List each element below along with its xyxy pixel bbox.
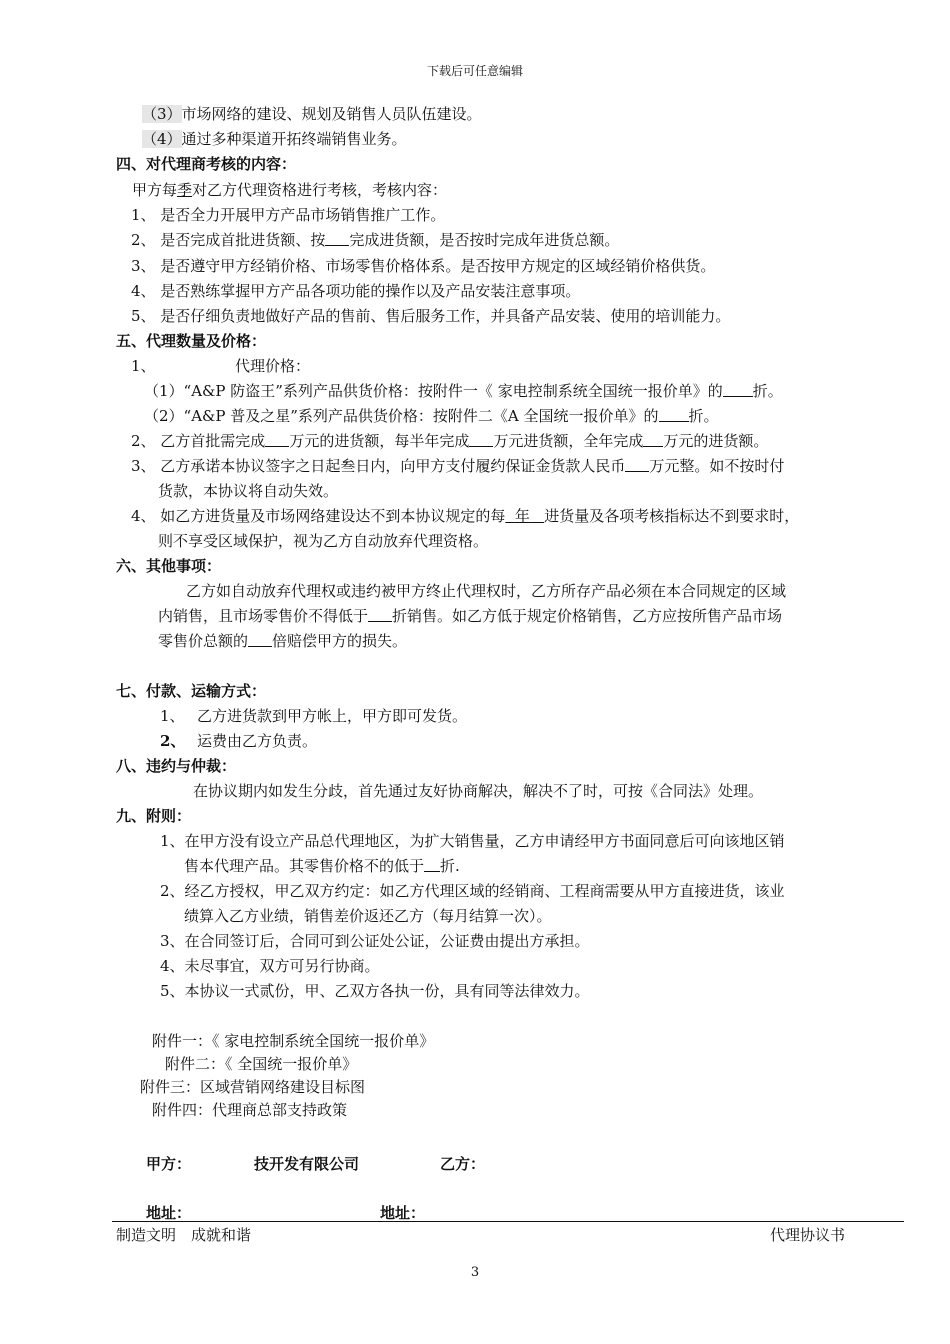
paragraph: 零售价总额的 倍赔偿甲方的损失。	[158, 632, 408, 650]
list-item: 3、在合同签订后，合同可到公证处公证，公证费由提出方承担。	[160, 932, 590, 950]
list-item: 乙方进货款到甲方帐上，甲方即可发货。	[197, 707, 468, 725]
party-b-label: 乙方：	[440, 1155, 486, 1173]
list-item: 运费由乙方负责。	[197, 732, 318, 750]
party-a-label: 甲方：	[146, 1155, 192, 1173]
list-item-continued: 则不享受区域保护，视为乙方自动放弃代理资格。	[158, 532, 489, 550]
list-item-continued: 绩算入乙方业绩，销售差价返还乙方（每月结算一次）。	[184, 907, 552, 925]
address-a-label: 地址：	[146, 1204, 192, 1222]
list-item: （3）市场网络的建设、规划及销售人员队伍建设。	[142, 105, 482, 123]
list-item: 5、本协议一式贰份，甲、乙双方各执一份，具有同等法律效力。	[160, 982, 590, 1000]
list-item: 4、 如乙方进货量及市场网络建设达不到本协议规定的每 年 进货量及各项考核指标达不到要求时，	[131, 507, 800, 525]
paragraph: 甲方每季对乙方代理资格进行考核，考核内容：	[132, 181, 448, 199]
list-item: （1）“A&P 防盗王”系列产品供货价格：按附件一《 家电控制系统全国统一报价单》的 折。	[144, 382, 783, 400]
list-item-continued: 售本代理产品。其零售价格不的低于 折.	[184, 857, 460, 875]
company-name: 技开发有限公司	[254, 1155, 360, 1173]
attachment-item: 附件二：《 全国统一报价单》	[165, 1055, 358, 1073]
list-item: 1、 是否全力开展甲方产品市场销售推广工作。	[131, 206, 446, 224]
section-title: 四、对代理商考核的内容：	[116, 155, 297, 173]
item-number: （3）	[142, 105, 182, 123]
section-title: 五、代理数量及价格：	[116, 332, 267, 350]
paragraph: 内销售，且市场零售价不得低于 折销售。如乙方低于规定价格销售，乙方应按所售产品市场	[158, 607, 783, 625]
list-item: 3、 是否遵守甲方经销价格、市场零售价格体系。是否按甲方规定的区域经销价格供货。	[131, 257, 716, 275]
section-title: 八、违约与仲裁：	[116, 757, 237, 775]
item-number: （4）	[142, 130, 182, 148]
list-item-number: 2、	[160, 732, 186, 750]
footer-doc-title: 代理协议书	[770, 1226, 846, 1244]
list-item: 5、 是否仔细负责地做好产品的售前、售后服务工作，并具备产品安装、使用的培训能力。	[131, 307, 731, 325]
section-title: 七、付款、运输方式：	[116, 682, 267, 700]
attachment-item: 附件一：《 家电控制系统全国统一报价单》	[152, 1032, 435, 1050]
section-title: 六、其他事项：	[116, 557, 222, 575]
list-item: 1、在甲方没有设立产品总代理地区，为扩大销售量，乙方申请经甲方书面同意后可向该地区销	[160, 832, 785, 850]
list-item: 2、 是否完成首批进货额、按 完成进货额，是否按时完成年进货总额。	[131, 231, 620, 249]
list-item-label: 代理价格：	[235, 357, 311, 375]
list-item-number: 1、	[160, 707, 185, 725]
list-item: 2、经乙方授权，甲乙双方约定：如乙方代理区域的经销商、工程商需要从甲方直接进货，该业	[160, 882, 785, 900]
list-item: 4、 是否熟练掌握甲方产品各项功能的操作以及产品安装注意事项。	[131, 282, 581, 300]
list-item: （2）“A&P 普及之星”系列产品供货价格：按附件二《A 全国统一报价单》的 折。	[144, 407, 719, 425]
paragraph: 在协议期内如发生分歧，首先通过友好协商解决，解决不了时，可按《合同法》处理。	[193, 782, 764, 800]
attachment-item: 附件四：代理商总部支持政策	[152, 1101, 348, 1119]
page-number: 3	[470, 1265, 480, 1280]
address-b-label: 地址：	[380, 1204, 426, 1222]
paragraph: 乙方如自动放弃代理权或违约被甲方终止代理权时，乙方所存产品必须在本合同规定的区域	[186, 582, 787, 600]
footer-slogan: 制造文明 成就和谐	[116, 1226, 252, 1244]
footer-divider	[112, 1221, 904, 1222]
list-item: 2、 乙方首批需完成 万元的进货额，每半年完成 万元进货额，全年完成 万元的进货额。	[131, 432, 769, 450]
list-item: （4）通过多种渠道开拓终端销售业务。	[142, 130, 407, 148]
attachment-item: 附件三：区域营销网络建设目标图	[140, 1078, 366, 1096]
list-item-continued: 货款，本协议将自动失效。	[158, 482, 339, 500]
list-item: 4、未尽事宜，双方可另行协商。	[160, 957, 380, 975]
list-item: 3、 乙方承诺本协议签字之日起叁日内，向甲方支付履约保证金货款人民币 万元整。如不按时付	[131, 457, 785, 475]
page-header: 下载后可任意编辑	[426, 64, 523, 78]
section-title: 九、附则：	[116, 807, 192, 825]
list-item-number: 1、	[131, 357, 156, 375]
